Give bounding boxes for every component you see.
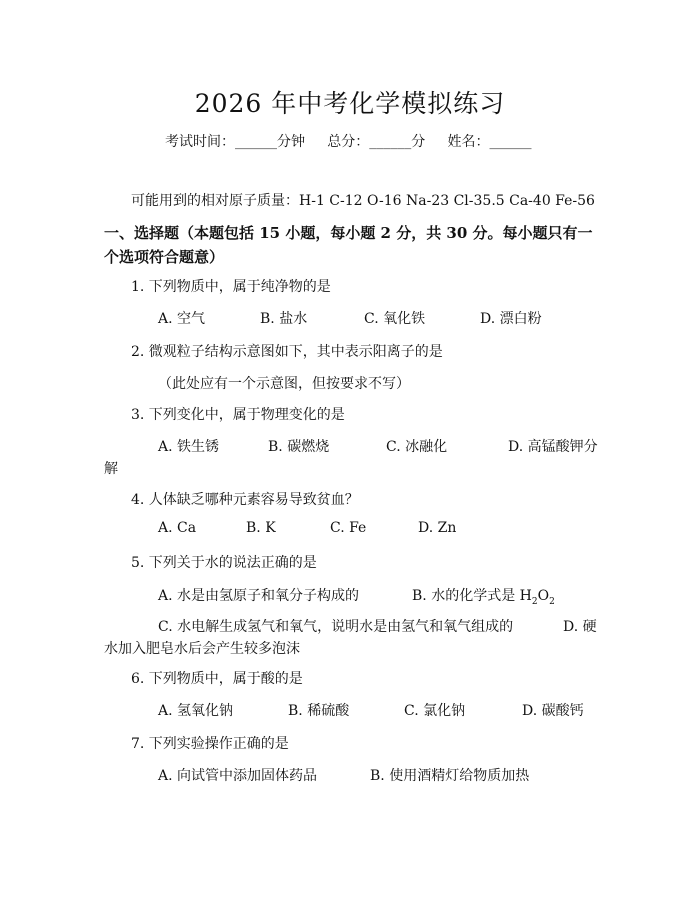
question-7-option-a: A. 向试管中添加固体药品 xyxy=(158,768,318,784)
question-4-stem: 4. 人体缺乏哪种元素容易导致贫血？ xyxy=(131,492,359,508)
question-1-option-a: A. 空气 xyxy=(158,311,206,327)
question-2-note: （此处应有一个示意图，但按要求不写） xyxy=(158,376,410,392)
question-5-option-c: C. 水电解生成氢气和氧气，说明水是由氢气和氧气组成的 xyxy=(158,619,514,635)
question-4-option-c: C. Fe xyxy=(330,520,367,536)
question-3-option-a: A. 铁生锈 xyxy=(158,439,220,455)
total-score-field: 总分：______分 xyxy=(327,134,426,150)
student-name-field: 姓名：______ xyxy=(447,134,532,150)
exam-meta xyxy=(165,131,532,151)
question-2-stem: 2. 微观粒子结构示意图如下，其中表示阳离子的是 xyxy=(131,344,443,360)
question-1-option-b: B. 盐水 xyxy=(260,311,308,327)
question-6-option-b: B. 稀硫酸 xyxy=(288,703,350,719)
question-5-stem: 5. 下列关于水的说法正确的是 xyxy=(131,555,317,571)
question-5-option-d: D. 硬 xyxy=(563,619,597,635)
question-5-option-a: A. 水是由氢原子和氧分子构成的 xyxy=(158,588,360,604)
question-1-option-d: D. 漂白粉 xyxy=(480,311,542,327)
question-1-stem: 1. 下列物质中，属于纯净物的是 xyxy=(131,279,331,295)
atomic-mass-note: 可能用到的相对原子质量：H-1 C-12 O-16 Na-23 Cl-35.5 Ca-40 Fe-56 xyxy=(131,193,595,209)
question-7-option-b: B. 使用酒精灯给物质加热 xyxy=(370,768,530,784)
question-4-option-b: B. K xyxy=(246,520,276,536)
formula-subscript-h: 2 xyxy=(531,596,538,607)
question-6-option-c: C. 氯化钠 xyxy=(404,703,466,719)
question-6-option-d: D. 碳酸钙 xyxy=(522,703,584,719)
question-3-option-d: D. 高锰酸钾分 xyxy=(508,439,598,455)
question-3-option-c: C. 冰融化 xyxy=(386,439,448,455)
question-6-stem: 6. 下列物质中，属于酸的是 xyxy=(131,671,303,687)
question-5-option-d-wrap: 水加入肥皂水后会产生较多泡沫 xyxy=(104,641,300,657)
question-4-option-d: D. Zn xyxy=(418,520,457,536)
formula-oxygen: O xyxy=(537,588,550,604)
exam-title: 2026 年中考化学模拟练习 xyxy=(194,89,506,118)
question-1-option-c: C. 氧化铁 xyxy=(364,311,426,327)
exam-time-field: 考试时间：______分钟 xyxy=(165,134,305,150)
question-5-option-b-text: B. 水的化学式是 H xyxy=(412,588,532,604)
question-4-option-a: A. Ca xyxy=(158,520,197,536)
question-5-option-b xyxy=(412,585,555,607)
question-3-stem: 3. 下列变化中，属于物理变化的是 xyxy=(131,407,345,423)
section-heading-choice: 一、选择题（本题包括 15 小题，每小题 2 分，共 30 分。每小题只有一个选项符合题意） xyxy=(104,224,593,266)
question-3-option-d-wrap: 解 xyxy=(104,461,118,477)
question-6-option-a: A. 氢氧化钠 xyxy=(158,703,234,719)
question-7-stem: 7. 下列实验操作正确的是 xyxy=(131,736,289,752)
question-3-option-b: B. 碳燃烧 xyxy=(268,439,330,455)
formula-subscript-o: 2 xyxy=(549,596,555,607)
